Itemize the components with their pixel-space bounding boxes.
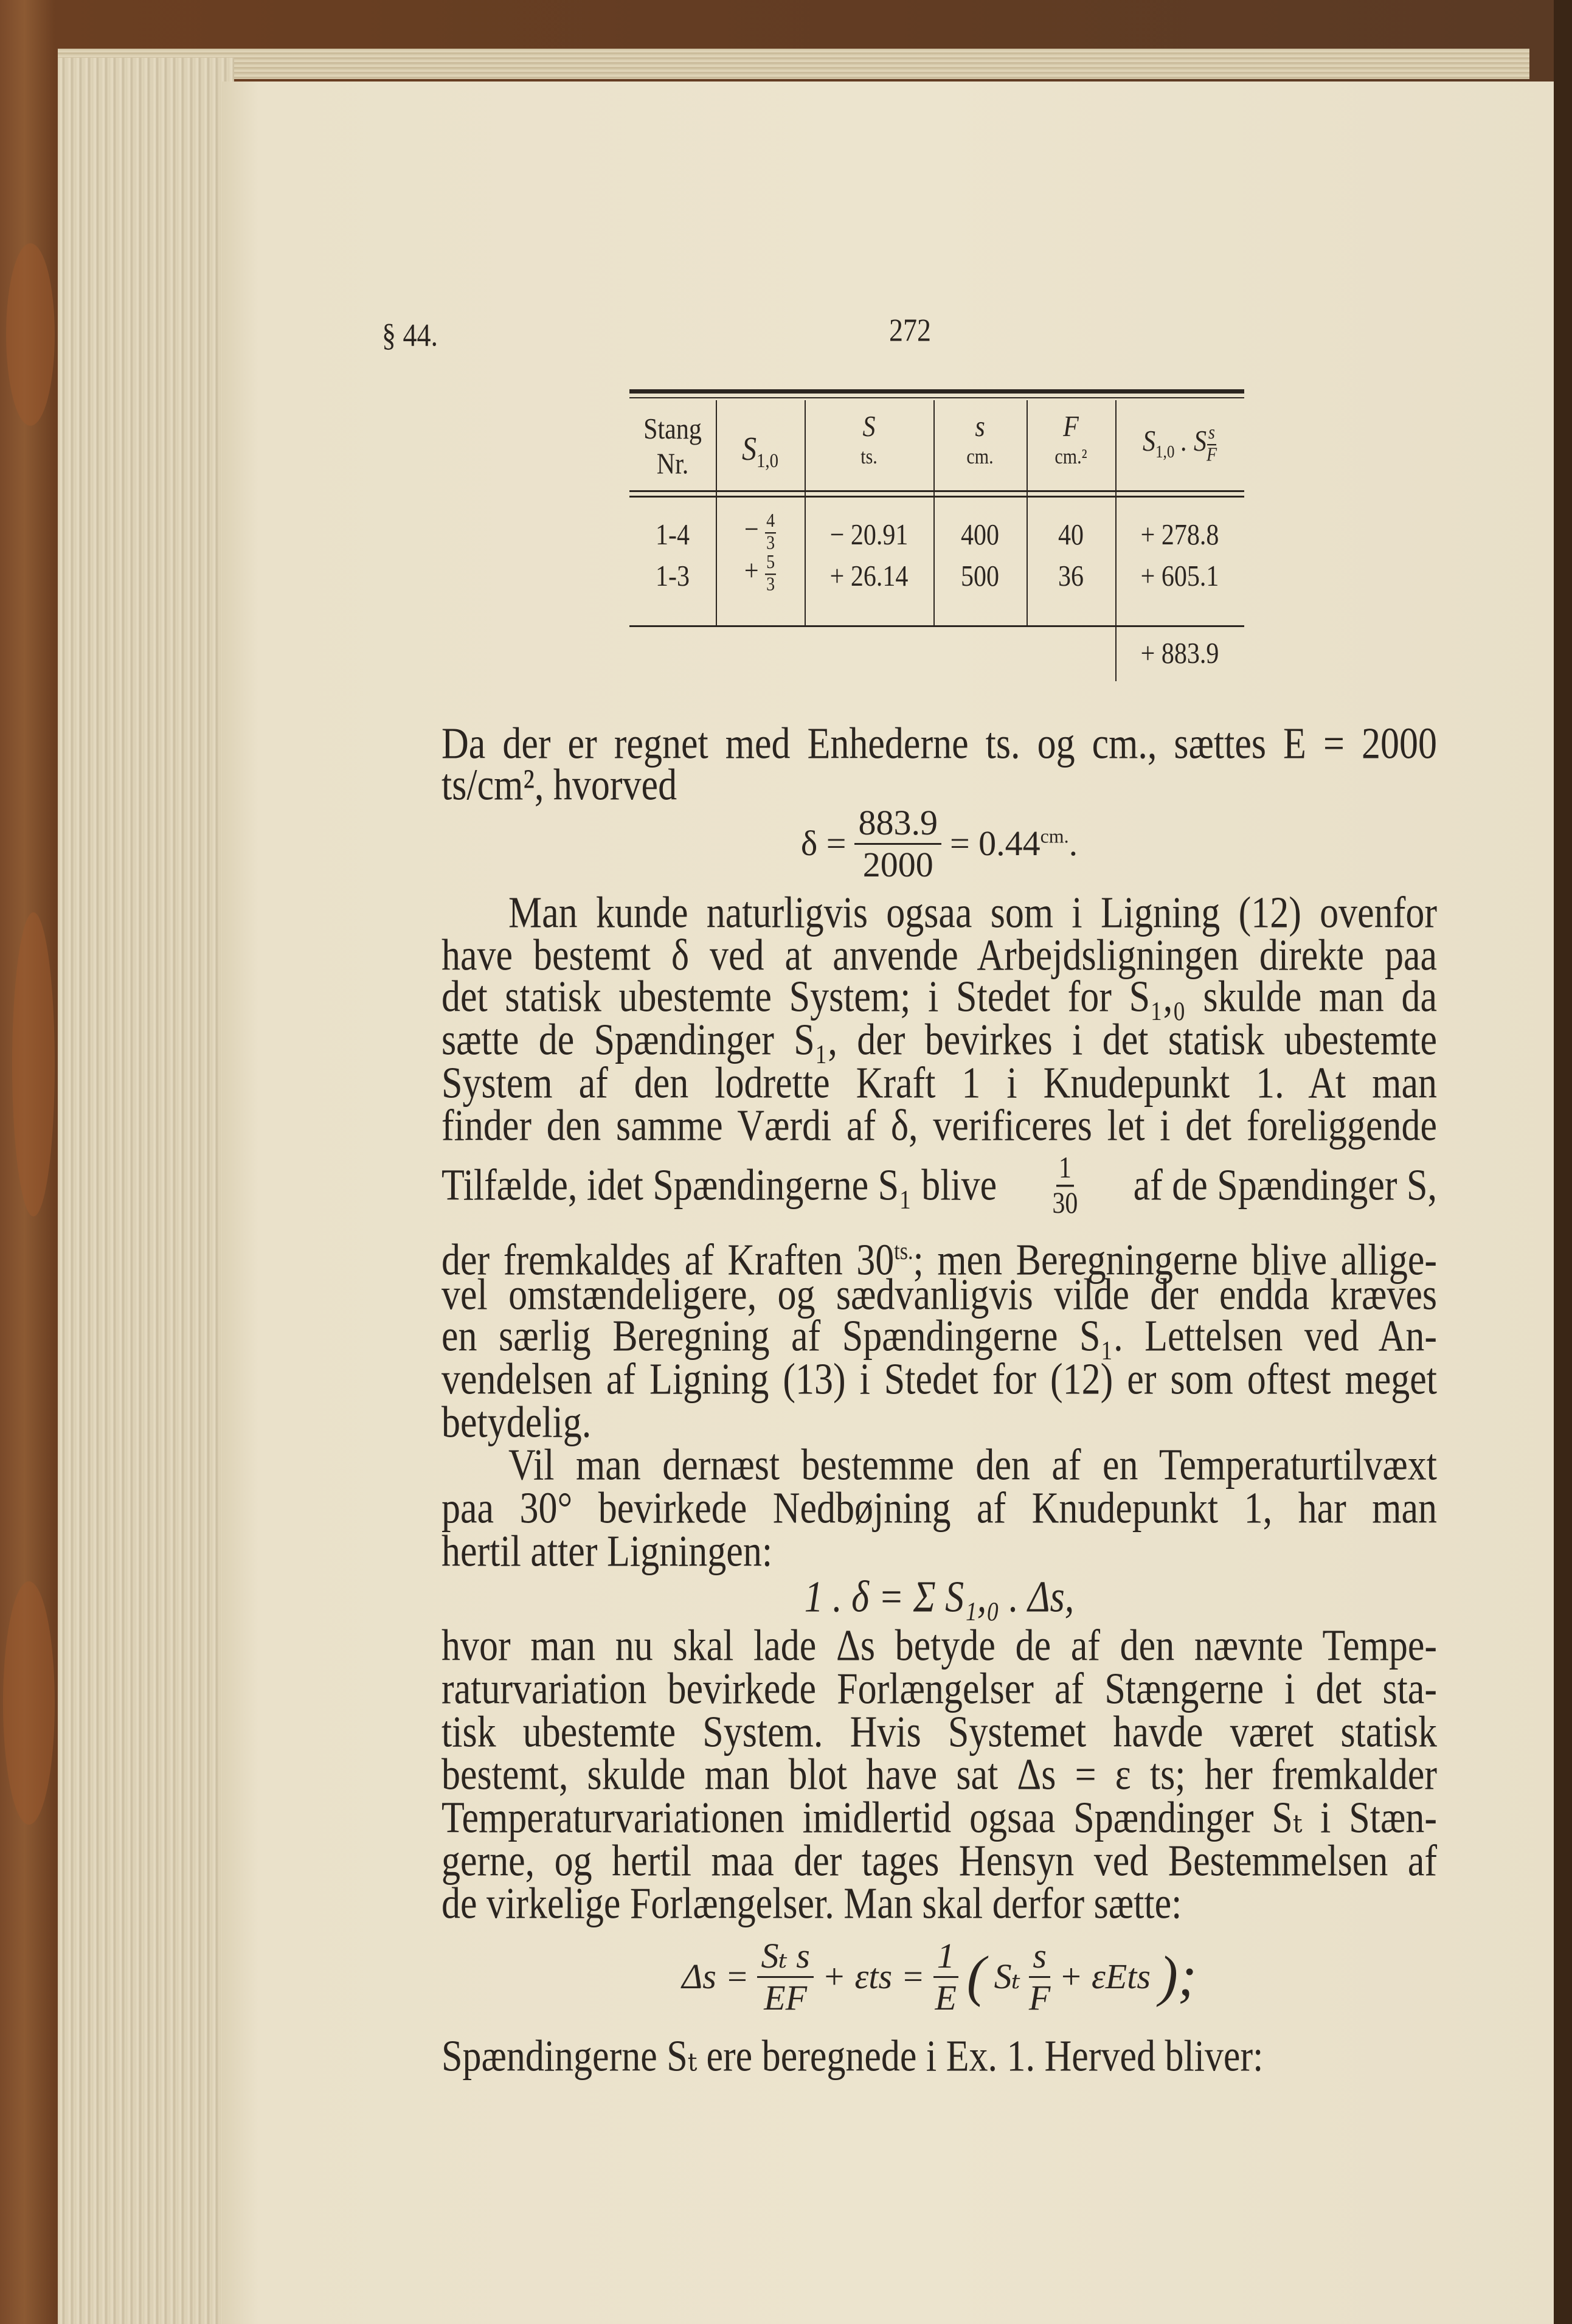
text-line: sætte de Spændinger S₁, der bevirkes i det statisk ubestemte [441, 1015, 1437, 1065]
page-edges-left [58, 58, 234, 2324]
text-part: der fremkaldes af Kraften 30 [441, 1235, 895, 1285]
text-line: Temperaturvariationen imidlertid ogsaa Spændinger Sₜ i Stæn- [441, 1793, 1437, 1843]
text-line: betydelig. [441, 1398, 592, 1448]
header-label: S [1142, 425, 1155, 458]
header-sub: 1,0 [757, 449, 778, 473]
numerator: Sₜ s [757, 1938, 813, 1978]
text-line: en særlig Beregning af Spændingerne S₁. Lettelsen ved An- [441, 1311, 1437, 1361]
text-line: det statisk ubestemte System; i Stedet for S₁,₀ skulde man da [441, 972, 1437, 1022]
numerator: 5 [765, 553, 776, 575]
fraction [757, 1935, 813, 2017]
header-label: s [975, 411, 985, 443]
table-total: + 883.9 [1140, 637, 1219, 670]
text-line: vendelsen af Ligning (13) i Stedet for (12) er som oftest meget [441, 1355, 1437, 1404]
paren: ( [966, 1944, 986, 2008]
page-edges-top [58, 49, 1529, 79]
numerator: 1 [1056, 1153, 1074, 1186]
unit: ts. [894, 1238, 913, 1265]
cell-s: 400 [961, 519, 999, 552]
fraction [765, 512, 776, 553]
denominator: 3 [766, 532, 775, 554]
table-top-rule-thin [629, 397, 1244, 398]
background-edge [1554, 0, 1572, 2324]
cell-F: 40 [1058, 519, 1084, 552]
stain [12, 912, 55, 1216]
cell-S: + 26.14 [829, 560, 909, 593]
text-line: have bestemt δ ved at anvende Arbejdsligningen direkte paa [441, 931, 1437, 980]
header-F [1027, 410, 1115, 470]
text-line: gerne, og hertil maa der tages Hensyn ved Bestemmelsen af [441, 1836, 1437, 1886]
text-line [441, 1151, 1437, 1220]
text-part: Tilfælde, idet Spændingerne S₁ blive [441, 1160, 997, 1210]
formula-part: . [1068, 824, 1078, 863]
numerator: s [1207, 423, 1216, 446]
cell-s10 [716, 553, 805, 595]
header-label: F [1063, 411, 1079, 443]
fraction [1207, 423, 1217, 465]
denominator: F [1028, 1977, 1051, 2017]
table-header-rule [629, 496, 1244, 498]
cell-stang: 1-3 [656, 560, 690, 593]
formula-part: = 0.44 [949, 824, 1040, 863]
text-part: ; men Beregningerne blive allige- [913, 1235, 1437, 1285]
stain [3, 1581, 55, 1825]
formula-part: + εts = [822, 1957, 925, 1996]
formula-sum: 1 . δ = Σ S₁,₀ . Δs, [804, 1572, 1075, 1622]
text-line: Da der er regnet med Enhederne ts. og cm., sættes E = 2000 [441, 719, 1437, 769]
page-number: 272 [889, 312, 931, 348]
fraction [1052, 1153, 1078, 1218]
stain [6, 243, 55, 426]
numerator: 4 [765, 512, 776, 534]
table-header-rule [629, 490, 1244, 492]
paren: ); [1158, 1944, 1197, 2008]
header-label: Stang [643, 413, 702, 446]
cell-s10 [716, 512, 805, 553]
formula-delta [441, 804, 1437, 883]
cell-S: − 20.91 [829, 519, 909, 552]
unit: cm. [1040, 825, 1069, 847]
cell-stang: 1-4 [656, 519, 690, 552]
header-label: S [862, 411, 876, 443]
table-top-rule [629, 389, 1244, 394]
header-label: Nr. [656, 448, 689, 481]
text-line: raturvariation bevirkede Forlængelser af Stængerne i det sta- [441, 1664, 1437, 1714]
denominator: F [1206, 444, 1217, 466]
numerator: 883.9 [854, 805, 941, 845]
header-S [805, 410, 933, 470]
cell-F: 36 [1058, 560, 1084, 593]
header-unit: cm.² [1054, 445, 1087, 469]
text-line: de virkelige Forlængelser. Man skal derfor sætte: [441, 1879, 1182, 1929]
text-line: bestemt, skulde man blot have sat Δs = ε ts; her fremkalder [441, 1750, 1437, 1800]
denominator: 3 [766, 574, 775, 595]
fraction [854, 802, 941, 884]
header-unit: cm. [966, 445, 994, 469]
header-s [933, 410, 1027, 470]
fraction [765, 553, 776, 595]
table-bottom-rule [629, 625, 1244, 627]
fraction [1028, 1935, 1051, 2017]
section-number: § 44. [382, 317, 438, 353]
text-line: tisk ubestemte System. Hvis Systemet havde været statisk [441, 1707, 1437, 1757]
denominator: 2000 [862, 844, 933, 884]
header-label: S [742, 430, 757, 468]
header-product [1115, 423, 1244, 465]
text-part: af de Spændinger S, [1133, 1160, 1437, 1210]
text-line: finder den samme Værdi af δ, verificeres let i det foreliggende [441, 1101, 1437, 1151]
header-sub: 1,0 [1155, 442, 1175, 462]
formula-part: Δs = [682, 1957, 749, 1996]
denominator: EF [764, 1977, 808, 2017]
formula-part: δ = [800, 824, 847, 863]
text-line: vel omstændeligere, og sædvanligvis vilde der endda kræves [441, 1270, 1437, 1320]
text-line: Spændingerne Sₜ ere beregnede i Ex. 1. Herved bliver: [441, 2031, 1264, 2081]
header-label: . S [1174, 425, 1207, 458]
text-line: ts/cm², hvorved [441, 760, 677, 810]
text-line: Vil man dernæst bestemme den af en Temperaturtilvæxt [508, 1440, 1437, 1490]
cell-s: 500 [961, 560, 999, 593]
numerator: s [1029, 1938, 1050, 1978]
cell-product: + 278.8 [1140, 519, 1219, 552]
numerator: 1 [933, 1938, 958, 1978]
sign: + [744, 555, 759, 588]
header-unit: ts. [860, 445, 878, 469]
formula-part: + εEts [1059, 1957, 1151, 1996]
formula-part: Sₜ [994, 1957, 1020, 1996]
text-line: Man kunde naturligvis ogsaa som i Ligning (12) ovenfor [508, 888, 1437, 938]
sign: − [744, 513, 759, 546]
fraction [933, 1935, 958, 2017]
cell-product: + 605.1 [1140, 560, 1219, 593]
denominator: 30 [1052, 1186, 1078, 1220]
text-line: hertil atter Ligningen: [441, 1527, 773, 1577]
text-line: System af den lodrette Kraft 1 i Knudepunkt 1. At man [441, 1058, 1437, 1108]
text-line: hvor man nu skal lade Δs betyde de af den nævnte Tempe- [441, 1621, 1437, 1671]
denominator: E [935, 1977, 957, 2017]
header-stang [629, 412, 716, 482]
text-line: paa 30° bevirkede Nedbøjning af Knudepunkt 1, har man [441, 1483, 1437, 1533]
formula-delta-s [441, 1937, 1437, 2016]
header-s10 [716, 429, 805, 473]
